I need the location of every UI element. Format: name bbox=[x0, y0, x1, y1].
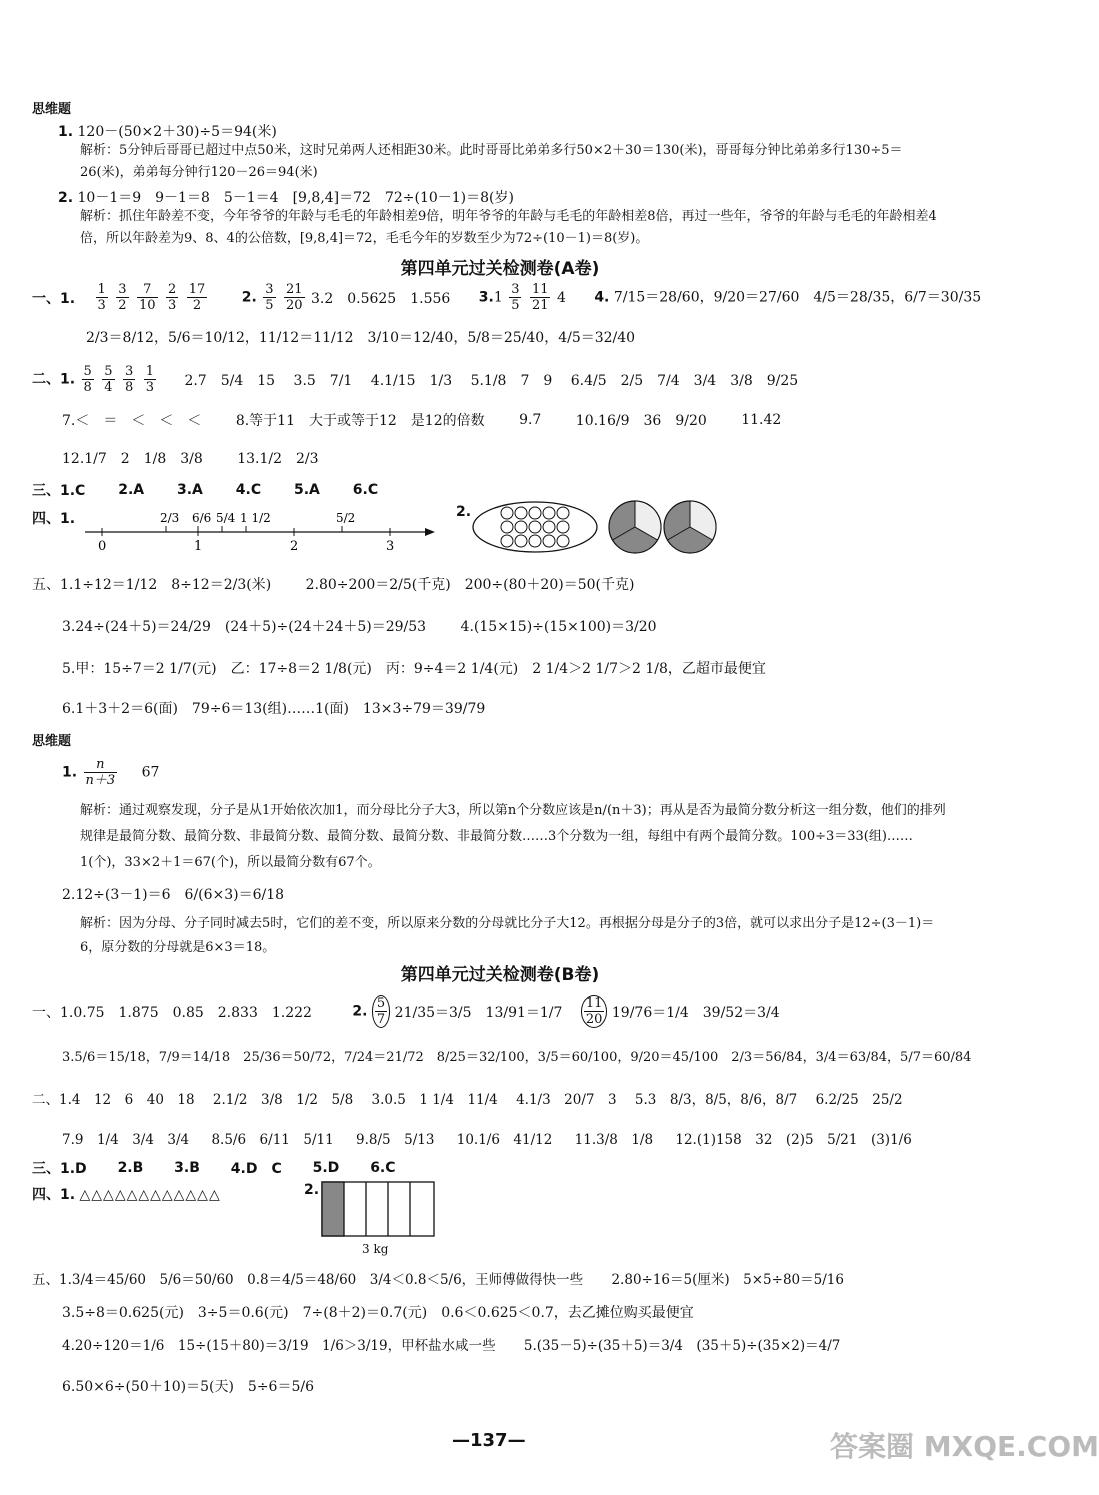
number-line bbox=[80, 500, 440, 552]
dot bbox=[557, 535, 569, 547]
b-s1-q3: 3.5/6＝15/18，7/9＝14/18 25/36＝50/72，7/24＝21/72 8/25＝32/100，3/5＝60/100，9/20＝45/100 2/3＝56/84，3/4＝63/84，5/7＝60/84 bbox=[62, 1050, 972, 1065]
b-s2-q6: 6.2/25 25/2 bbox=[815, 1092, 903, 1108]
a-s2-q7: 7.＜ ＝ ＜ ＜ ＜ bbox=[62, 413, 202, 429]
page-number: —137— bbox=[452, 1430, 526, 1451]
b-s1-row1 bbox=[32, 995, 794, 1028]
b-s2-q7: 7.9 1/4 3/4 3/4 bbox=[62, 1132, 190, 1148]
a-s1-row1 bbox=[32, 282, 981, 313]
b-s4-q2-label: 2. bbox=[304, 1182, 320, 1198]
dot-grid bbox=[501, 507, 569, 547]
fraction: $\frac{2}{3}$ bbox=[167, 282, 177, 313]
b-s3-q4: 4.D C bbox=[230, 1161, 282, 1177]
mark-label: 1 1/2 bbox=[240, 511, 271, 525]
section-title-a: 第四单元过关检测卷(A卷) bbox=[400, 259, 600, 279]
fraction: $\frac{3}{2}$ bbox=[118, 282, 127, 313]
a-s2-q2: 2.7 5/4 15 bbox=[184, 372, 276, 389]
a-q3-label: 3. bbox=[478, 289, 494, 306]
a-s2-label: 二、1. bbox=[32, 371, 76, 388]
oval-set bbox=[473, 502, 597, 552]
dot bbox=[557, 521, 569, 533]
siwei2-q2-analysis: 解析：因为分母、分子同时减去5时，它们的差不变，所以原来分数的分母就比分子大12。再根据分母是分子的3倍，就可以求出分子是12÷(3－1)＝6，原分数的分母就是6×3＝18。 bbox=[80, 916, 935, 955]
a-q2-text: 3.2 0.5625 1.556 bbox=[310, 290, 451, 307]
dot bbox=[501, 535, 513, 547]
b-s1-q1: 一、1.0.75 1.875 0.85 2.833 1.222 bbox=[32, 1004, 312, 1021]
b-s2-q2: 2.1/2 3/8 1/2 5/8 bbox=[212, 1092, 354, 1108]
dot bbox=[543, 507, 555, 519]
b-s2-q10: 10.1/6 41/12 bbox=[456, 1132, 553, 1148]
a-s5-row2 bbox=[62, 616, 671, 636]
a-s2-q11: 11.42 bbox=[741, 412, 782, 428]
a-q2-label: 2. bbox=[241, 289, 257, 306]
b-s2-row1 bbox=[32, 1088, 917, 1108]
b-s2-q3: 3.0.5 1 1/4 11/4 bbox=[371, 1092, 498, 1108]
b-s4-label: 四、1. bbox=[32, 1187, 76, 1203]
a-s5-q3: 3.24÷(24＋5)＝24/29 (24＋5)÷(24＋24＋5)＝29/53 bbox=[62, 619, 427, 635]
b-q2-tail: 19/76＝1/4 39/52＝3/4 bbox=[611, 1004, 780, 1021]
b-s5-q3: 3.5÷8＝0.625(元) 3÷5＝0.6(元) 7÷(8＋2)＝0.7(元) 0.6＜0.625＜0.7，去乙摊位购买最便宜 bbox=[62, 1305, 694, 1321]
siwei-heading-2: 思维题 bbox=[32, 734, 72, 749]
a-s4-q2-label: 2. bbox=[456, 504, 472, 520]
dot bbox=[501, 521, 513, 533]
a-s5-q1: 五、1.1÷12＝1/12 8÷12＝2/3(米) bbox=[32, 577, 272, 593]
siwei2-q2: 2.12÷(3－1)＝6 6/(6×3)＝6/18 bbox=[62, 887, 285, 903]
b-s2-q12: 12.(1)158 32 (2)5 5/21 (3)1/6 bbox=[675, 1132, 912, 1148]
a-s5-q4: 4.(15×15)÷(15×100)＝3/20 bbox=[460, 619, 657, 635]
a-s1-row2: 2/3＝8/12，5/6＝10/12，11/12＝11/12 3/10＝12/40，5/8＝25/40，4/5＝32/40 bbox=[86, 330, 636, 346]
b-s2-q1: 二、1.4 12 6 40 18 bbox=[32, 1092, 195, 1108]
dot bbox=[515, 535, 527, 547]
a-s3-q5: 5.A bbox=[294, 482, 320, 498]
a-s2-row3 bbox=[62, 448, 333, 468]
q-tail: 67 bbox=[141, 764, 160, 781]
dot bbox=[529, 507, 541, 519]
section-title-b: 第四单元过关检测卷(B卷) bbox=[400, 965, 600, 985]
a-s2-q13: 13.1/2 2/3 bbox=[237, 451, 319, 467]
a-s1-label: 一、1. bbox=[32, 290, 76, 307]
b-q2-mid: 21/35＝3/5 13/91＝1/7 bbox=[394, 1004, 563, 1021]
fraction: $\frac{17}{2}$ bbox=[188, 282, 206, 313]
q-expr: 120－(50×2＋30)÷5＝94(米) bbox=[77, 124, 277, 140]
tick-label: 1 bbox=[194, 539, 203, 554]
a-q3-tail: 4 bbox=[556, 289, 566, 306]
a-s2-q4: 4.1/15 1/3 bbox=[370, 372, 453, 389]
a-s2-q10: 10.16/9 36 9/20 bbox=[575, 413, 707, 429]
tick-label: 2 bbox=[290, 539, 299, 554]
siwei2-q1 bbox=[62, 757, 159, 788]
fraction: $\frac{7}{10}$ bbox=[138, 282, 156, 313]
shaded-part bbox=[322, 1182, 344, 1236]
fraction: $\frac{3}{5}$ bbox=[265, 282, 274, 313]
mark-label: 2/3 bbox=[160, 511, 180, 525]
b-s3-q1: 三、1.D bbox=[32, 1161, 87, 1177]
dot bbox=[515, 521, 527, 533]
fraction: $\frac{3}{8}$ bbox=[124, 364, 134, 395]
siwei1-q1 bbox=[58, 121, 277, 141]
fraction: $\frac{21}{20}$ bbox=[285, 282, 303, 313]
a-s2-q8: 8.等于11 大于或等于12 是12的倍数 bbox=[235, 413, 485, 429]
circled-fraction: $\frac{5}{7}$ bbox=[372, 995, 390, 1028]
a-s3-q6: 6.C bbox=[352, 482, 379, 498]
siwei2-q1-analysis: 解析：通过观察发现，分子是从1开始依次加1，而分母比分子大3，所以第n个分数应该是n/(n＋3)；再从是否为最简分数分析这一组分数，他们的排列规律是最简分数、最简分数、非最简分数、最简分数、最简分数、非最简分数……3个分数为一组，每组中有两个最简分数。100÷3＝33(组)……1(个)，33×2＋1＝67(个)，所以最简分数有67个。 bbox=[80, 803, 946, 870]
a-s3-q4: 4.C bbox=[235, 482, 262, 498]
a-s2-q12: 12.1/7 2 1/8 3/8 bbox=[62, 451, 203, 467]
q-num: 1. bbox=[58, 124, 74, 140]
fraction: $\frac{3}{5}$ bbox=[511, 282, 520, 313]
b-s5-row3 bbox=[62, 1334, 854, 1354]
a-s2-row1 bbox=[32, 364, 812, 395]
dot bbox=[543, 521, 555, 533]
siwei-heading-1: 思维题 bbox=[32, 102, 72, 117]
tick-label: 3 bbox=[386, 539, 395, 554]
q-expr: 10－1＝9 9－1＝8 5－1＝4 [9,8,4]＝72 72÷(10－1)＝8(岁) bbox=[77, 190, 514, 206]
b-s4-row bbox=[32, 1184, 221, 1204]
b-s3-q6: 6.C bbox=[370, 1160, 396, 1176]
q-num: 1. bbox=[62, 764, 78, 781]
a-s2-q6: 6.4/5 2/5 7/4 3/4 3/8 9/25 bbox=[570, 372, 799, 389]
b-s2-q5: 5.3 8/3，8/5，8/6，8/7 bbox=[634, 1092, 798, 1108]
a-q4-row1: 7/15＝28/60，9/20＝27/60 4/5＝28/35，6/7＝30/35 bbox=[613, 289, 982, 306]
b-s3-q2: 2.B bbox=[117, 1160, 144, 1176]
circled-fraction: $\frac{11}{20}$ bbox=[581, 995, 608, 1028]
b-q2-label: 2. bbox=[352, 1003, 368, 1020]
dot bbox=[529, 535, 541, 547]
b-s3-q3: 3.B bbox=[174, 1160, 200, 1176]
b-s2-row2 bbox=[62, 1128, 926, 1148]
fraction: $\frac{n}{n+3}$ bbox=[85, 757, 116, 788]
siwei1-q1-analysis: 解析：5分钟后哥哥已超过中点50米，这时兄弟两人还相距30米。此时哥哥比弟弟多行50×2＋30＝130(米)，哥哥每分钟比弟弟多行130÷5＝26(米)，弟弟每分钟行120－26＝94(米) bbox=[80, 143, 903, 180]
b-s3-row bbox=[32, 1158, 410, 1178]
fraction-diagram bbox=[470, 498, 720, 558]
a-s2-q3: 3.5 7/1 bbox=[293, 372, 353, 389]
a-s3-row bbox=[32, 480, 392, 500]
a-s4-label: 四、1. bbox=[32, 511, 76, 527]
mark-label: 6/6 bbox=[192, 511, 212, 525]
bar-label: 3 kg bbox=[362, 1242, 389, 1256]
a-s3-q1: 三、1.C bbox=[32, 483, 86, 499]
b-s2-q11: 11.3/8 1/8 bbox=[574, 1132, 654, 1148]
fraction: $\frac{11}{21}$ bbox=[531, 282, 549, 313]
mark-label: 5/2 bbox=[336, 511, 356, 525]
a-s5-row1 bbox=[32, 574, 648, 594]
b-s2-q4: 4.1/3 20/7 3 bbox=[516, 1092, 617, 1108]
b-s2-q9: 9.8/5 5/13 bbox=[356, 1132, 435, 1148]
b-s5-q4: 4.20÷120＝1/6 15÷(15＋80)＝3/19 1/6＞3/19，甲杯盐水咸一些 bbox=[62, 1338, 496, 1354]
a-s2-row2 bbox=[62, 410, 795, 430]
dot bbox=[543, 535, 555, 547]
dot bbox=[515, 507, 527, 519]
a-s2-q9: 9.7 bbox=[519, 412, 542, 428]
siwei1-q2 bbox=[58, 187, 514, 207]
tick-label: 0 bbox=[98, 539, 107, 554]
fraction: $\frac{5}{8}$ bbox=[83, 364, 92, 395]
b-s5-q2: 2.80÷16＝5(厘米) 5×5÷80＝5/16 bbox=[611, 1272, 844, 1288]
a-s5-q6: 6.1＋3＋2＝6(面) 79÷6＝13(组)……1(面) 13×3÷79＝39/79 bbox=[62, 701, 486, 717]
a-s2-q5: 5.1/8 7 9 bbox=[470, 372, 553, 389]
dot bbox=[529, 521, 541, 533]
q-num: 2. bbox=[58, 190, 74, 206]
fraction: $\frac{1}{3}$ bbox=[145, 364, 154, 395]
a-s3-q2: 2.A bbox=[118, 482, 145, 498]
watermark: 答案圈 MXQE.COM bbox=[830, 1430, 1099, 1463]
a-q4-label: 4. bbox=[594, 289, 610, 306]
b-s3-q5: 5.D bbox=[312, 1160, 340, 1176]
whole: 1 bbox=[493, 289, 503, 306]
b-s5-q1: 五、1.3/4＝45/60 5/6＝50/60 0.8＝4/5＝48/60 3/4＜0.8＜5/6，王师傅做得快一些 bbox=[32, 1272, 584, 1288]
triangle-row: △△△△△△△△△△△△ bbox=[79, 1187, 221, 1203]
mark-label: 5/4 bbox=[216, 511, 236, 525]
bar-diagram bbox=[320, 1180, 440, 1240]
a-s5-q2: 2.80÷200＝2/5(千克) 200÷(80＋20)＝50(千克) bbox=[305, 577, 635, 593]
a-s5-q5: 5.甲：15÷7＝2 1/7(元) 乙：17÷8＝2 1/8(元) 丙：9÷4＝2 1/4(元) 2 1/4＞2 1/7＞2 1/8，乙超市最便宜 bbox=[62, 661, 766, 677]
dot bbox=[557, 507, 569, 519]
b-s5-q5: 5.(35－5)÷(35＋5)＝3/4 (35＋5)÷(35×2)＝4/7 bbox=[523, 1338, 841, 1354]
b-s2-q8: 8.5/6 6/11 5/11 bbox=[211, 1132, 334, 1148]
a-s3-q3: 3.A bbox=[177, 482, 203, 498]
dot bbox=[501, 507, 513, 519]
fraction: $\frac{1}{3}$ bbox=[97, 282, 106, 313]
fraction: $\frac{5}{4}$ bbox=[104, 364, 113, 395]
b-s5-q6: 6.50×6÷(50＋10)＝5(天) 5÷6＝5/6 bbox=[62, 1379, 314, 1395]
b-s5-row1 bbox=[32, 1268, 858, 1288]
number-line-marks bbox=[160, 511, 355, 532]
siwei1-q2-analysis: 解析：抓住年龄差不变，今年爷爷的年龄与毛毛的年龄相差9倍，明年爷爷的年龄与毛毛的年龄相差8倍，再过一些年，爷爷的年龄与毛毛的年龄相差4倍，所以年龄差为9、8、4的公倍数，[9,8,4]＝72，毛毛今年的岁数至少为72÷(10－1)＝8(岁)。 bbox=[80, 209, 937, 246]
